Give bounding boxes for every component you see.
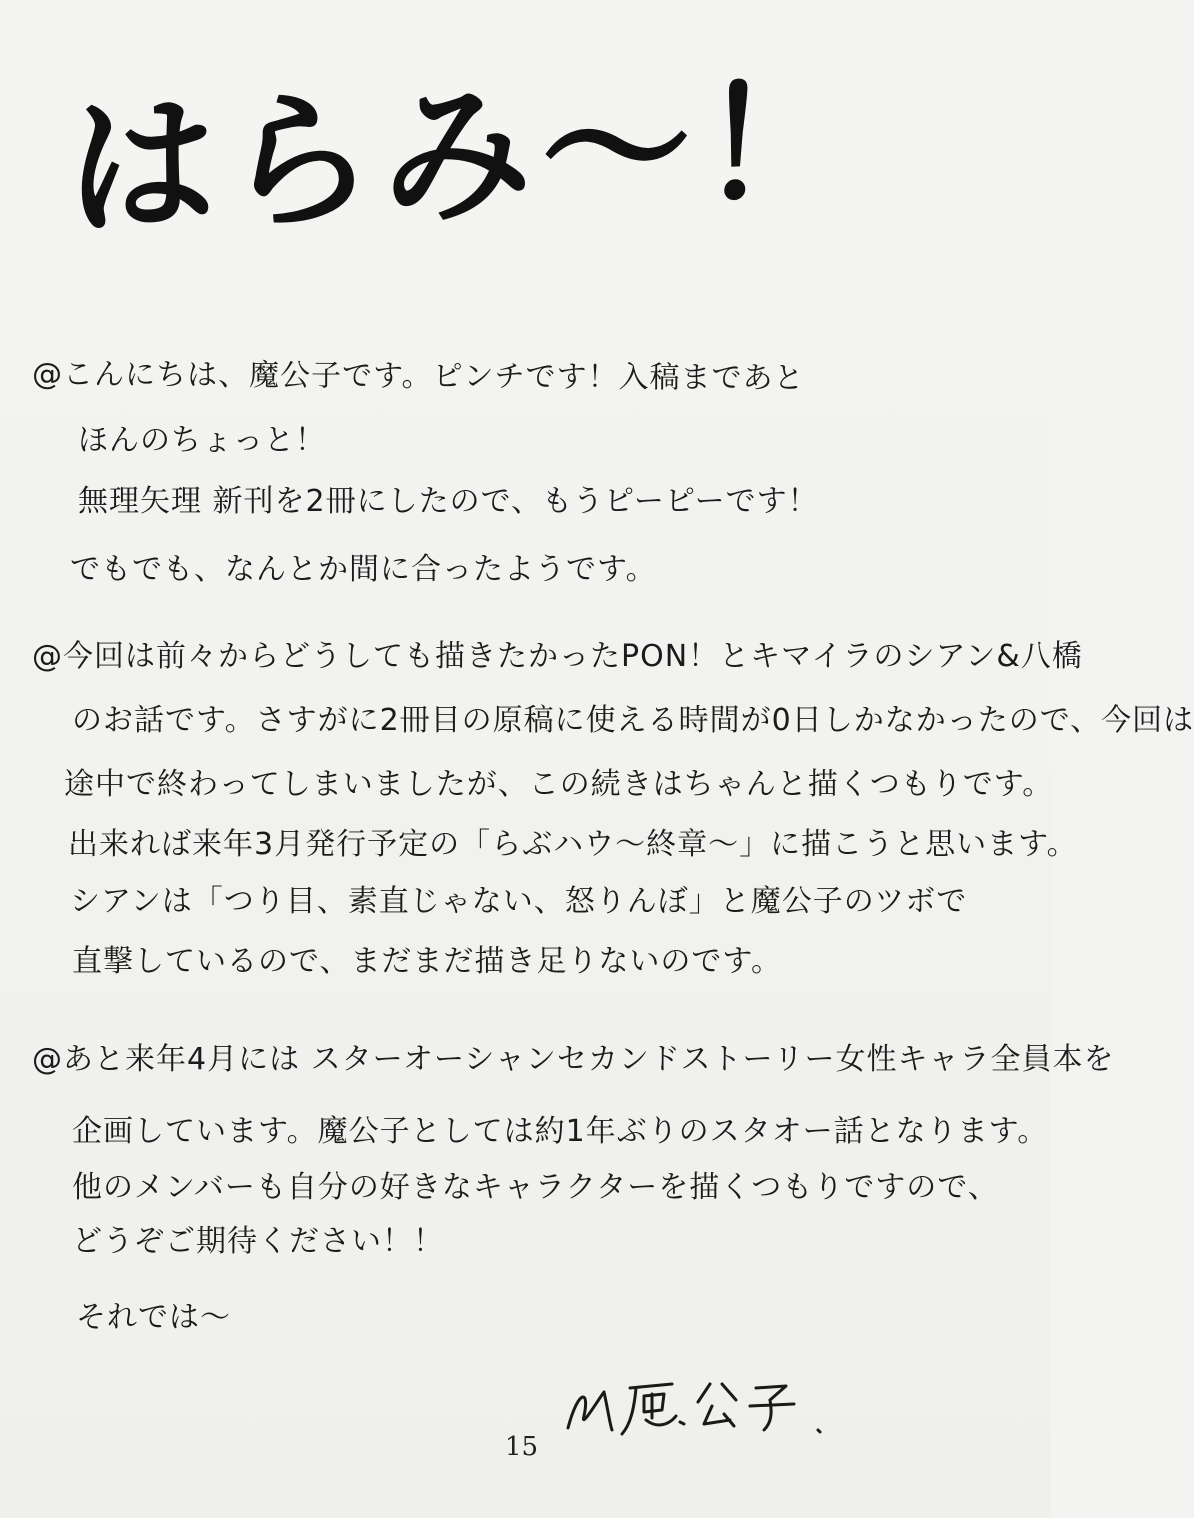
signature — [560, 1370, 830, 1440]
text-line: @あと来年4月には スターオーシャンセカンドストーリー女性キャラ全員本を — [32, 1042, 1115, 1077]
text-line: のお話です。さすがに2冊目の原稿に使える時間が0日しかなかったので、今回は — [72, 703, 1194, 738]
text-line: 他のメンバーも自分の好きなキャラクターを描くつもりですので、 — [72, 1170, 999, 1205]
page-title: はらみ〜！ — [64, 55, 860, 258]
text-line: ほんのちょっと！ — [78, 423, 326, 458]
text-line: どうぞご期待ください！！ — [72, 1224, 444, 1259]
page-number: 15 — [505, 1432, 539, 1462]
text-line: @こんにちは、魔公子です。ピンチです！入稿まであと — [31, 356, 805, 397]
text-line: 出来れば来年3月発行予定の「らぶハウ〜終章〜」に描こうと思います。 — [68, 827, 1078, 862]
text-line: 無理矢理 新刊を2冊にしたので、もうピーピーです！ — [78, 484, 819, 519]
text-line: 直撃しているので、まだまだ描き足りないのです。 — [72, 944, 782, 979]
text-line: 企画しています。魔公子としては約1年ぶりのスタオー話となります。 — [72, 1114, 1049, 1149]
text-line: それでは〜 — [76, 1300, 231, 1335]
text-line: 途中で終わってしまいましたが、この続きはちゃんと描くつもりです。 — [64, 767, 1054, 802]
text-line: @今回は前々からどうしても描きたかったPON！とキマイラのシアン&八橋 — [32, 639, 1083, 674]
text-line: でもでも、なんとか間に合ったようです。 — [70, 552, 657, 587]
text-line: シアンは「つり目、素直じゃない、怒りんぼ」と魔公子のツボで — [70, 884, 968, 919]
